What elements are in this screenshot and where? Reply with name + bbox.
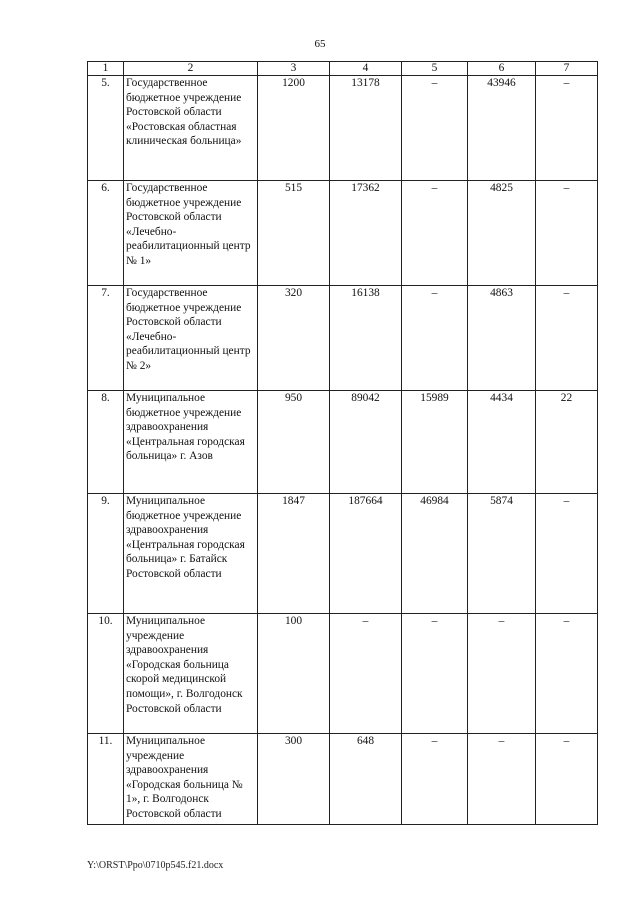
cell-col7: – (536, 181, 598, 286)
row-number: 10. (88, 614, 124, 734)
table-row (88, 181, 598, 286)
data-table (87, 61, 598, 825)
page-number: 65 (314, 38, 326, 50)
cell-col6: – (468, 614, 536, 734)
cell-col7: – (536, 76, 598, 181)
cell-col4: 13178 (330, 76, 402, 181)
cell-col7: – (536, 494, 598, 614)
cell-col5: – (402, 286, 468, 391)
cell-col6: 4825 (468, 181, 536, 286)
cell-col6: 4434 (468, 391, 536, 494)
row-number: 9. (88, 494, 124, 614)
institution-name: Муниципальное бюджетное учреждение здравоохранения «Центральная городская больница» г. Азов (124, 391, 258, 494)
cell-col3: 100 (258, 614, 330, 734)
cell-col4: 648 (330, 734, 402, 825)
column-header-4: 4 (330, 62, 402, 76)
column-header-6: 6 (468, 62, 536, 76)
cell-col6: 4863 (468, 286, 536, 391)
row-number: 8. (88, 391, 124, 494)
row-number: 11. (88, 734, 124, 825)
column-header-2: 2 (124, 62, 258, 76)
cell-col5: – (402, 734, 468, 825)
column-header-5: 5 (402, 62, 468, 76)
cell-col6: 43946 (468, 76, 536, 181)
cell-col5: – (402, 181, 468, 286)
institution-name: Муниципальное учреждение здравоохранения «Городская больница № 1», г. Волгодонск Ростовской области (124, 734, 258, 825)
row-number: 5. (88, 76, 124, 181)
cell-col5: 15989 (402, 391, 468, 494)
cell-col4: 187664 (330, 494, 402, 614)
cell-col3: 950 (258, 391, 330, 494)
institution-name: Государственное бюджетное учреждение Ростовской области «Лечебно-реабилитационный центр № 2» (124, 286, 258, 391)
row-number: 6. (88, 181, 124, 286)
cell-col5: – (402, 76, 468, 181)
institution-name: Муниципальное учреждение здравоохранения «Городская больница скорой медицинской помощи», г. Волгодонск Ростовской области (124, 614, 258, 734)
cell-col3: 1200 (258, 76, 330, 181)
cell-col4: – (330, 614, 402, 734)
table-row (88, 286, 598, 391)
table-row (88, 391, 598, 494)
row-number: 7. (88, 286, 124, 391)
cell-col3: 320 (258, 286, 330, 391)
column-header-1: 1 (88, 62, 124, 76)
cell-col3: 300 (258, 734, 330, 825)
cell-col6: – (468, 734, 536, 825)
cell-col4: 16138 (330, 286, 402, 391)
cell-col4: 89042 (330, 391, 402, 494)
cell-col4: 17362 (330, 181, 402, 286)
table-row (88, 734, 598, 825)
table-row (88, 76, 598, 181)
cell-col5: – (402, 614, 468, 734)
cell-col3: 515 (258, 181, 330, 286)
cell-col7: 22 (536, 391, 598, 494)
cell-col7: – (536, 614, 598, 734)
cell-col6: 5874 (468, 494, 536, 614)
institution-name: Государственное бюджетное учреждение Ростовской области «Ростовская областная клиническая больница» (124, 76, 258, 181)
table-row (88, 614, 598, 734)
cell-col7: – (536, 734, 598, 825)
cell-col5: 46984 (402, 494, 468, 614)
footer-file-path: Y:\ORST\Ppo\0710p545.f21.docx (87, 860, 224, 871)
cell-col7: – (536, 286, 598, 391)
cell-col3: 1847 (258, 494, 330, 614)
table-row (88, 494, 598, 614)
column-header-3: 3 (258, 62, 330, 76)
institution-name: Государственное бюджетное учреждение Ростовской области «Лечебно-реабилитационный центр № 1» (124, 181, 258, 286)
institution-name: Муниципальное бюджетное учреждение здравоохранения «Центральная городская больница» г. Батайск Ростовской области (124, 494, 258, 614)
column-header-7: 7 (536, 62, 598, 76)
header-row (88, 62, 598, 76)
